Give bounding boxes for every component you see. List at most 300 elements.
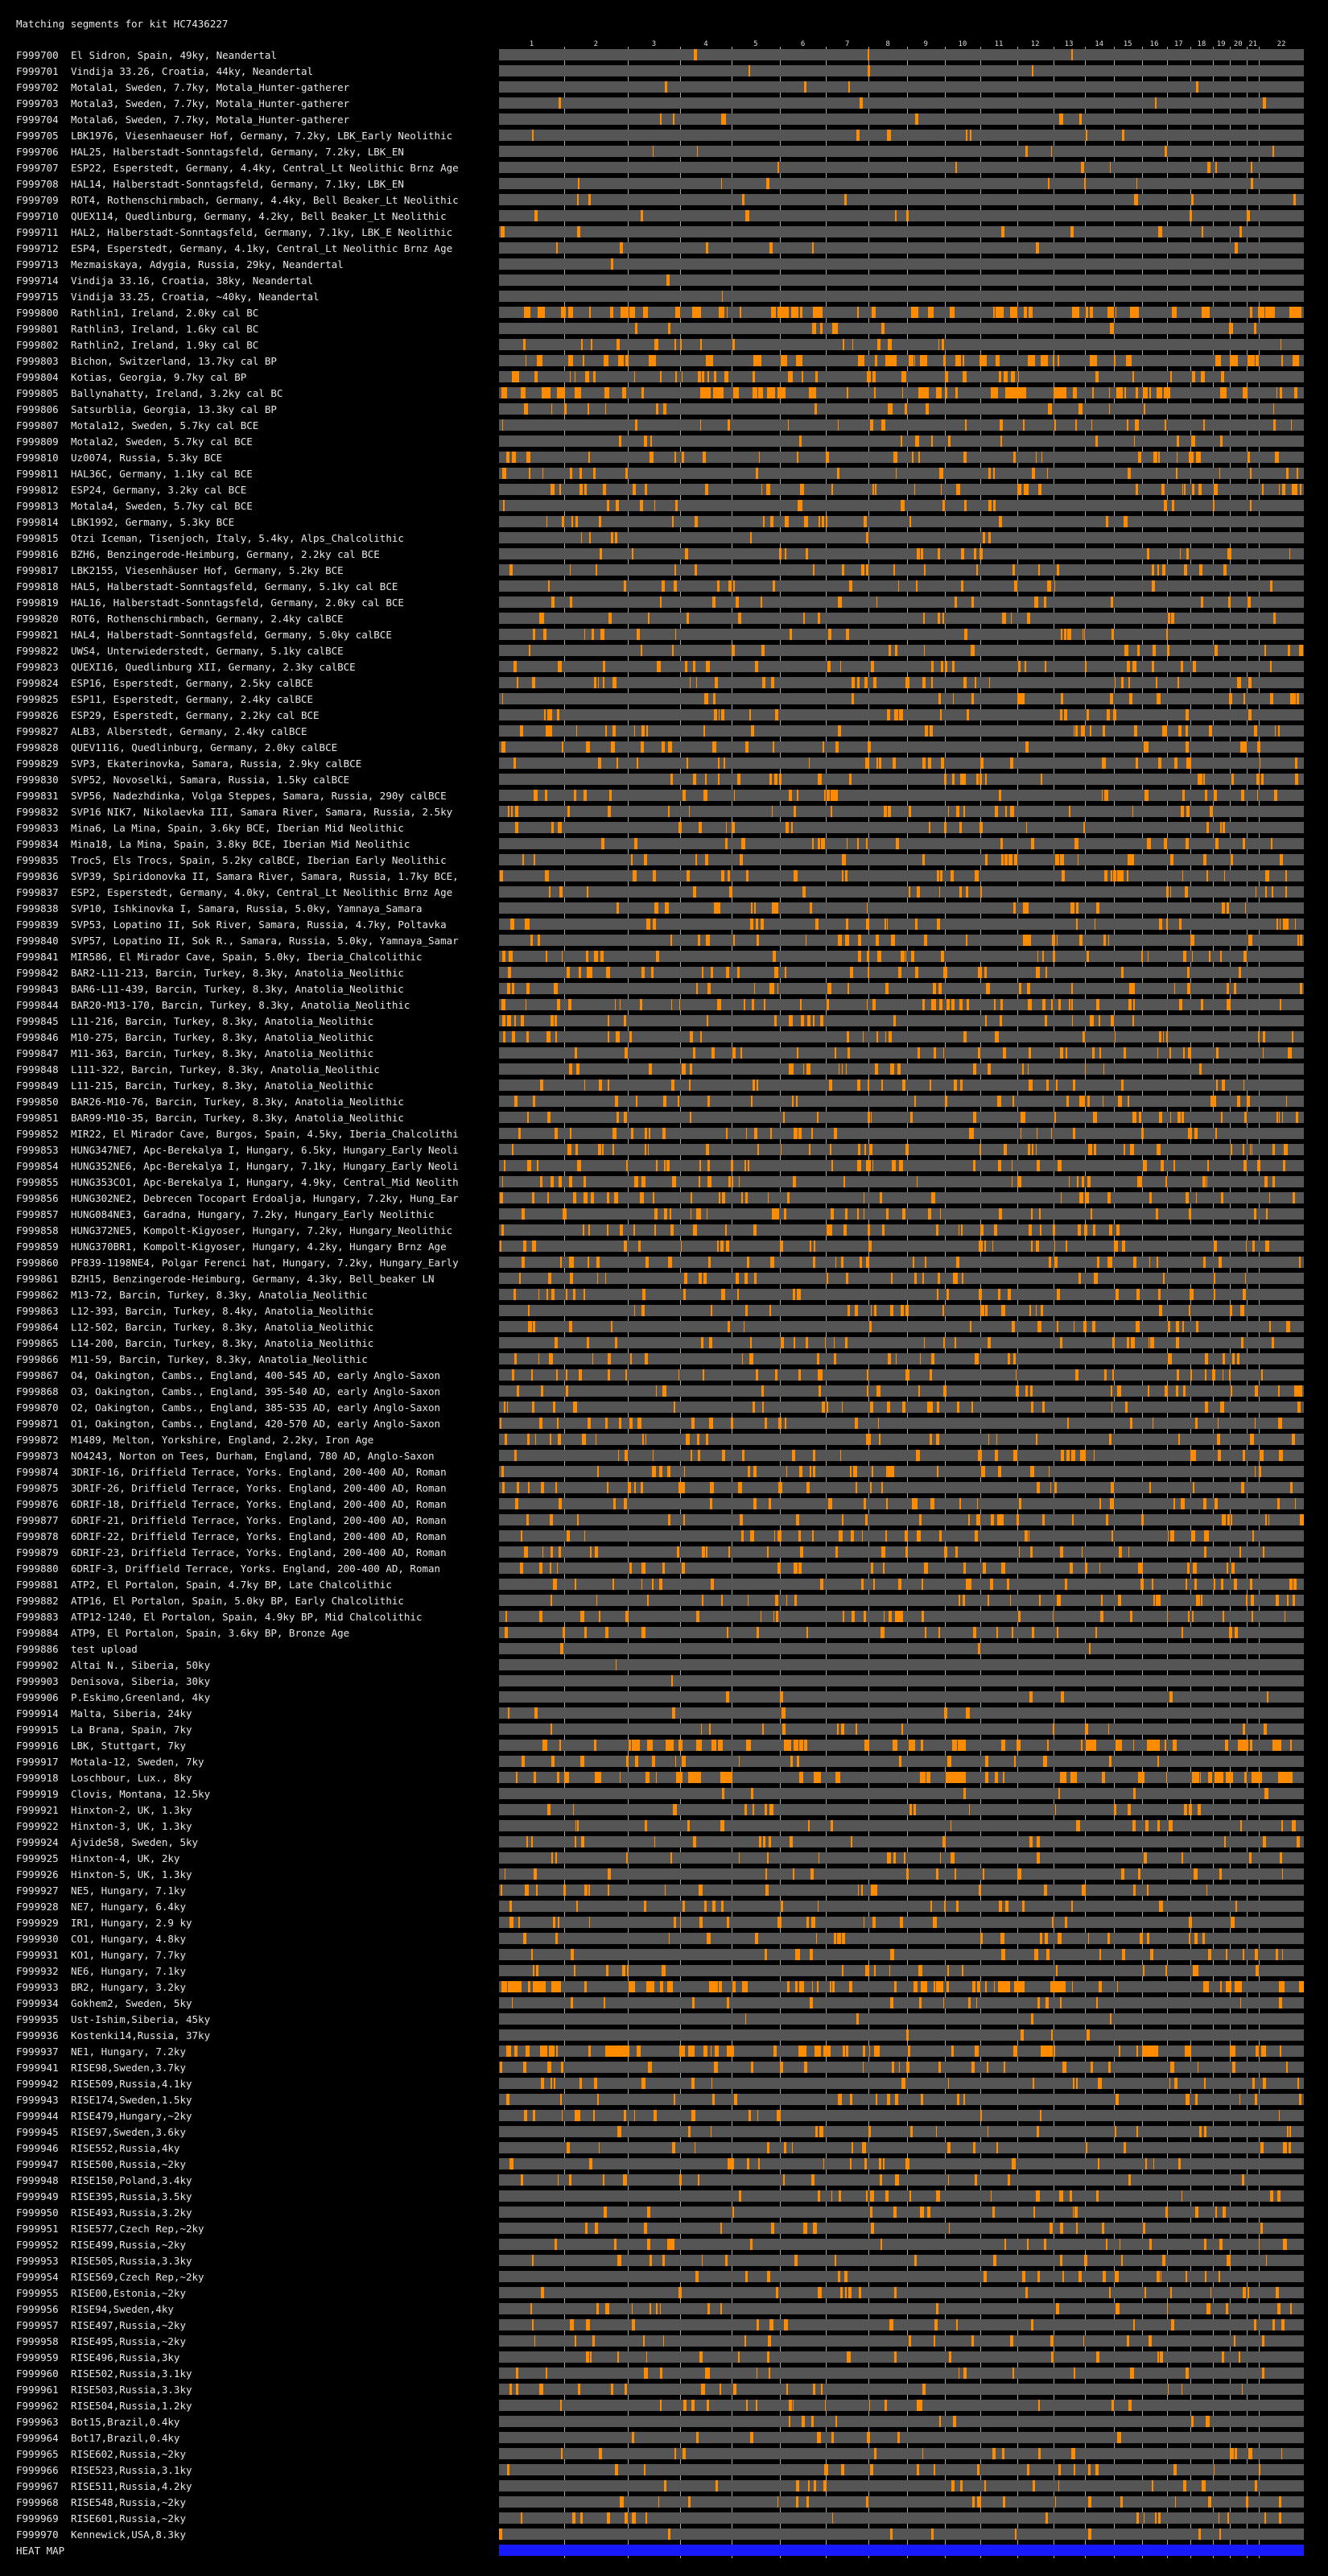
match-row[interactable] <box>0 433 1328 449</box>
matching-segment <box>1099 1498 1101 1509</box>
segment-track <box>499 194 1304 205</box>
matching-segment <box>542 1546 543 1558</box>
match-row[interactable] <box>0 852 1328 868</box>
match-row[interactable] <box>0 1898 1328 1914</box>
matching-segment <box>975 1530 978 1542</box>
matching-segment <box>943 1047 944 1059</box>
matching-segment <box>905 1530 908 1542</box>
matching-segment <box>521 1530 522 1542</box>
matching-segment <box>718 1740 723 1751</box>
match-row[interactable] <box>0 1254 1328 1270</box>
match-row[interactable] <box>0 1399 1328 1415</box>
matching-segment <box>1112 1369 1114 1381</box>
sample-label: O1, Oakington, Cambs., England, 420-570 AD, early Anglo-Saxon <box>71 1418 441 1430</box>
matching-segment <box>881 2239 882 2250</box>
kit-id: F999707 <box>16 162 59 174</box>
match-row[interactable] <box>0 2011 1328 2027</box>
matching-segment <box>739 1852 740 1864</box>
match-row[interactable] <box>0 2268 1328 2285</box>
matching-segment <box>724 758 725 769</box>
match-row[interactable] <box>0 465 1328 481</box>
match-row[interactable] <box>0 2220 1328 2236</box>
match-row[interactable] <box>0 610 1328 626</box>
match-row[interactable] <box>0 1721 1328 1737</box>
match-row[interactable] <box>0 1834 1328 1850</box>
match-row[interactable] <box>0 369 1328 385</box>
match-row[interactable] <box>0 63 1328 79</box>
match-row[interactable] <box>0 1335 1328 1351</box>
match-row[interactable] <box>0 803 1328 819</box>
match-row[interactable] <box>0 1319 1328 1335</box>
chromosome-label-10: 10 <box>958 40 967 48</box>
match-row[interactable] <box>0 1882 1328 1898</box>
matching-segment <box>512 1031 515 1042</box>
sample-label: Bichon, Switzerland, 13.7ky cal BP <box>71 355 277 367</box>
match-row[interactable] <box>0 175 1328 192</box>
match-row[interactable] <box>0 2172 1328 2188</box>
match-row[interactable] <box>0 691 1328 707</box>
matching-segment <box>955 387 957 398</box>
match-row[interactable] <box>0 111 1328 127</box>
match-row[interactable] <box>0 320 1328 336</box>
match-row[interactable] <box>0 1238 1328 1254</box>
match-row[interactable] <box>0 2381 1328 2397</box>
matching-segment <box>1268 307 1275 318</box>
matching-segment <box>1082 1546 1083 1558</box>
matching-segment <box>1245 902 1246 914</box>
kit-id: F999803 <box>16 355 59 367</box>
match-row[interactable] <box>0 1560 1328 1576</box>
matching-segment <box>762 1724 763 1735</box>
matching-segment <box>607 500 609 511</box>
match-row[interactable] <box>0 1447 1328 1463</box>
match-row[interactable] <box>0 819 1328 836</box>
match-row[interactable] <box>0 1608 1328 1624</box>
matching-segment <box>1123 870 1124 881</box>
matching-segment <box>1059 114 1062 125</box>
match-row[interactable] <box>0 353 1328 369</box>
matching-segment <box>1277 1498 1280 1509</box>
matching-segment <box>1292 1031 1293 1042</box>
match-row[interactable] <box>0 1930 1328 1946</box>
matching-segment <box>1182 790 1185 801</box>
matching-segment <box>1272 146 1274 157</box>
match-row[interactable] <box>0 1125 1328 1141</box>
match-row[interactable] <box>0 1850 1328 1866</box>
match-row[interactable] <box>0 1158 1328 1174</box>
match-row[interactable] <box>0 1013 1328 1029</box>
matching-segment <box>866 1160 868 1171</box>
match-row[interactable] <box>0 192 1328 208</box>
match-row[interactable] <box>0 1431 1328 1447</box>
match-row[interactable] <box>0 707 1328 723</box>
matching-segment <box>1017 484 1021 495</box>
match-row[interactable] <box>0 932 1328 948</box>
matching-segment <box>1276 1595 1279 1606</box>
kit-id: F999709 <box>16 194 59 206</box>
match-row[interactable] <box>0 884 1328 900</box>
match-row[interactable] <box>0 1689 1328 1705</box>
match-row[interactable] <box>0 159 1328 175</box>
segment-track <box>499 2496 1304 2508</box>
matching-segment <box>980 1933 983 1944</box>
match-row[interactable] <box>0 578 1328 594</box>
matching-segment <box>1128 677 1130 688</box>
match-row[interactable] <box>0 1544 1328 1560</box>
matching-segment <box>1223 1353 1225 1364</box>
match-row[interactable] <box>0 2204 1328 2220</box>
match-row[interactable] <box>0 1496 1328 1512</box>
matching-segment <box>1288 1047 1292 1059</box>
match-row[interactable] <box>0 1946 1328 1963</box>
matching-segment <box>499 2529 502 2540</box>
matching-segment <box>669 1933 670 1944</box>
kit-id: F999806 <box>16 403 59 415</box>
matching-segment <box>1037 1128 1038 1139</box>
match-row[interactable] <box>0 2510 1328 2526</box>
matching-segment <box>965 419 967 431</box>
match-row[interactable] <box>0 2397 1328 2413</box>
matching-segment <box>1109 2287 1111 2298</box>
match-row[interactable] <box>0 1914 1328 1930</box>
matching-segment <box>1109 1257 1112 1268</box>
matching-segment <box>669 1740 673 1751</box>
matching-segment <box>1153 2158 1154 2169</box>
match-row[interactable] <box>0 1093 1328 1109</box>
match-row[interactable] <box>0 481 1328 497</box>
matching-segment <box>637 1756 638 1767</box>
matching-segment <box>821 2384 823 2395</box>
matching-segment <box>645 1434 646 1445</box>
match-row[interactable] <box>0 755 1328 771</box>
sample-label: BAR20-M13-170, Barcin, Turkey, 8.3ky, Anatolia_Neolithic <box>71 999 410 1011</box>
match-row[interactable] <box>0 2188 1328 2204</box>
matching-segment <box>872 484 874 495</box>
matching-segment <box>615 532 617 543</box>
match-row[interactable] <box>0 272 1328 288</box>
matching-segment <box>709 1724 711 1735</box>
match-row[interactable] <box>0 2301 1328 2317</box>
matching-segment <box>781 1144 782 1155</box>
kit-id: F999963 <box>16 2416 59 2428</box>
sample-label: 6DRIF-18, Driffield Terrace, Yorks. England, 200-400 AD, Roman <box>71 1498 447 1510</box>
match-row[interactable] <box>0 1190 1328 1206</box>
matching-segment <box>1174 758 1177 769</box>
match-row[interactable] <box>0 2446 1328 2462</box>
match-row[interactable] <box>0 2462 1328 2478</box>
match-row[interactable] <box>0 385 1328 401</box>
matching-segment <box>852 693 854 704</box>
match-row[interactable] <box>0 2413 1328 2429</box>
match-row[interactable] <box>0 1673 1328 1689</box>
matching-segment <box>964 1772 966 1783</box>
matching-segment <box>1073 1450 1075 1461</box>
sample-label: Mina18, La Mina, Spain, 3.8ky BCE, Iberian Mid Neolithic <box>71 838 410 850</box>
match-row[interactable] <box>0 1415 1328 1431</box>
matching-segment <box>1252 2078 1255 2089</box>
match-row[interactable] <box>0 1705 1328 1721</box>
match-row[interactable] <box>0 2140 1328 2156</box>
matching-segment <box>541 613 544 624</box>
matching-segment <box>739 2190 741 2202</box>
match-row[interactable] <box>0 658 1328 675</box>
match-row[interactable] <box>0 2236 1328 2252</box>
matching-segment <box>622 1965 625 1976</box>
matching-segment <box>647 1740 653 1751</box>
match-row[interactable] <box>0 1753 1328 1769</box>
match-row[interactable] <box>0 642 1328 658</box>
match-row[interactable] <box>0 1367 1328 1383</box>
match-row[interactable] <box>0 1351 1328 1367</box>
matching-segment <box>827 1402 828 1413</box>
match-row[interactable] <box>0 739 1328 755</box>
matching-segment <box>1201 371 1205 382</box>
match-row[interactable] <box>0 948 1328 964</box>
match-row[interactable] <box>0 304 1328 320</box>
matching-segment <box>664 1160 665 1171</box>
matching-segment <box>1192 1611 1194 1622</box>
matching-segment <box>1222 2351 1224 2363</box>
match-row[interactable] <box>0 497 1328 514</box>
match-row[interactable] <box>0 2252 1328 2268</box>
matching-segment <box>1250 1579 1252 1590</box>
match-row[interactable] <box>0 2526 1328 2542</box>
matching-segment <box>761 645 765 656</box>
matching-segment <box>550 1514 553 1525</box>
match-row[interactable] <box>0 546 1328 562</box>
matching-segment <box>1210 806 1213 817</box>
match-row[interactable] <box>0 1270 1328 1286</box>
match-row[interactable] <box>0 2285 1328 2301</box>
kit-id: F999850 <box>16 1096 59 1108</box>
match-row[interactable] <box>0 1141 1328 1158</box>
matching-segment <box>808 1820 810 1831</box>
match-row[interactable] <box>0 562 1328 578</box>
matching-segment <box>902 1402 905 1413</box>
match-row[interactable] <box>0 2027 1328 2043</box>
matching-segment <box>812 838 814 849</box>
match-row[interactable] <box>0 336 1328 353</box>
matching-segment <box>1295 307 1301 318</box>
segment-track <box>499 693 1304 704</box>
matching-segment <box>1203 774 1205 785</box>
segment-track <box>499 2126 1304 2137</box>
match-row[interactable] <box>0 1045 1328 1061</box>
match-row[interactable] <box>0 916 1328 932</box>
match-row[interactable] <box>0 1077 1328 1093</box>
matching-segment <box>713 1901 715 1912</box>
match-row[interactable] <box>0 240 1328 256</box>
matching-segment <box>623 2174 627 2186</box>
kit-id: F999825 <box>16 693 59 705</box>
match-row[interactable] <box>0 288 1328 304</box>
match-row[interactable] <box>0 1174 1328 1190</box>
match-row[interactable] <box>0 1383 1328 1399</box>
matching-segment <box>1147 1933 1149 1944</box>
match-row[interactable] <box>0 1576 1328 1592</box>
matching-segment <box>885 355 893 366</box>
matching-segment <box>1291 419 1292 431</box>
match-row[interactable] <box>0 1109 1328 1125</box>
match-row[interactable] <box>0 997 1328 1013</box>
match-row[interactable] <box>0 530 1328 546</box>
match-row[interactable] <box>0 514 1328 530</box>
match-row[interactable] <box>0 1769 1328 1785</box>
matching-segment <box>791 822 793 833</box>
matching-segment <box>1108 1724 1109 1735</box>
match-row[interactable] <box>0 1657 1328 1673</box>
match-row[interactable] <box>0 1061 1328 1077</box>
match-row[interactable] <box>0 2333 1328 2349</box>
match-row[interactable] <box>0 1206 1328 1222</box>
matching-segment <box>1096 902 1099 914</box>
match-row[interactable] <box>0 1302 1328 1319</box>
matching-segment <box>518 1128 520 1139</box>
match-row[interactable] <box>0 1286 1328 1302</box>
match-row[interactable] <box>0 127 1328 143</box>
match-row[interactable] <box>0 964 1328 980</box>
matching-segment <box>1025 146 1028 157</box>
match-row[interactable] <box>0 1963 1328 1979</box>
match-row[interactable] <box>0 2478 1328 2494</box>
match-row[interactable] <box>0 2156 1328 2172</box>
match-row[interactable] <box>0 417 1328 433</box>
matching-segment <box>508 806 509 817</box>
matching-segment <box>1227 2512 1229 2524</box>
matching-segment <box>542 468 543 479</box>
matching-segment <box>711 1740 716 1751</box>
match-row[interactable] <box>0 675 1328 691</box>
segment-track <box>499 1611 1304 1622</box>
match-row[interactable] <box>0 723 1328 739</box>
sample-label: Motala2, Sweden, 5.7ky cal BCE <box>71 436 253 448</box>
match-row[interactable] <box>0 2124 1328 2140</box>
match-row[interactable] <box>0 626 1328 642</box>
matching-segment <box>1014 580 1017 592</box>
match-row[interactable] <box>0 224 1328 240</box>
matching-segment <box>523 2062 526 2073</box>
matching-segment <box>605 1627 608 1638</box>
match-row[interactable] <box>0 787 1328 803</box>
matching-segment <box>937 1402 939 1413</box>
match-row[interactable] <box>0 449 1328 465</box>
matching-segment <box>1152 580 1155 592</box>
matching-segment <box>1261 2046 1266 2057</box>
matching-segment <box>872 1160 874 1171</box>
match-row[interactable] <box>0 1866 1328 1882</box>
matching-segment <box>1040 2110 1041 2121</box>
matching-segment <box>678 1740 683 1751</box>
match-row[interactable] <box>0 79 1328 95</box>
matching-segment <box>617 1112 618 1123</box>
heatmap-row[interactable] <box>0 2542 1328 2558</box>
match-row[interactable] <box>0 1802 1328 1818</box>
match-row[interactable] <box>0 1463 1328 1480</box>
kit-id: F999865 <box>16 1337 59 1349</box>
match-row[interactable] <box>0 2494 1328 2510</box>
segment-track <box>499 2062 1304 2073</box>
match-row[interactable] <box>0 2429 1328 2446</box>
match-row[interactable] <box>0 868 1328 884</box>
match-row[interactable] <box>0 1737 1328 1753</box>
kit-id: F999830 <box>16 774 59 786</box>
kit-id: F999868 <box>16 1385 59 1397</box>
match-row[interactable] <box>0 980 1328 997</box>
match-row[interactable] <box>0 1029 1328 1045</box>
match-row[interactable] <box>0 256 1328 272</box>
match-row[interactable] <box>0 1222 1328 1238</box>
matching-segment <box>615 999 616 1010</box>
matching-segment <box>1031 1402 1033 1413</box>
match-row[interactable] <box>0 2365 1328 2381</box>
match-row[interactable] <box>0 1818 1328 1834</box>
match-row[interactable] <box>0 771 1328 787</box>
match-row[interactable] <box>0 2043 1328 2059</box>
segment-track <box>499 870 1304 881</box>
match-row[interactable] <box>0 1979 1328 1995</box>
match-row[interactable] <box>0 1480 1328 1496</box>
match-row[interactable] <box>0 95 1328 111</box>
match-row[interactable] <box>0 1592 1328 1608</box>
segment-track <box>499 1868 1304 1880</box>
matching-segment <box>1230 2448 1233 2459</box>
matching-segment <box>555 1981 561 1992</box>
matching-segment <box>668 2529 671 2540</box>
matching-segment <box>1208 1949 1211 1960</box>
matching-segment <box>559 1498 561 1509</box>
matching-segment <box>707 371 709 382</box>
match-row[interactable] <box>0 1624 1328 1641</box>
match-row[interactable] <box>0 2107 1328 2124</box>
match-row[interactable] <box>0 836 1328 852</box>
matching-segment <box>802 886 806 898</box>
match-row[interactable] <box>0 1528 1328 1544</box>
match-row[interactable] <box>0 143 1328 159</box>
matching-segment <box>971 2062 975 2073</box>
match-row[interactable] <box>0 208 1328 224</box>
match-row[interactable] <box>0 1785 1328 1802</box>
matching-segment <box>1292 1434 1295 1445</box>
matching-segment <box>1090 1015 1094 1026</box>
match-row[interactable] <box>0 2317 1328 2333</box>
matching-segment <box>806 1337 808 1348</box>
matching-segment <box>1227 1514 1229 1525</box>
match-row[interactable] <box>0 900 1328 916</box>
match-row[interactable] <box>0 1641 1328 1657</box>
sample-label: HAL36C, Germany, 1.1ky cal BCE <box>71 468 253 480</box>
match-row[interactable] <box>0 47 1328 63</box>
match-row[interactable] <box>0 2091 1328 2107</box>
matching-segment <box>1079 1192 1083 1203</box>
match-row[interactable] <box>0 2059 1328 2075</box>
matching-segment <box>592 1353 593 1364</box>
matching-segment <box>995 1450 999 1461</box>
match-row[interactable] <box>0 594 1328 610</box>
match-row[interactable] <box>0 2075 1328 2091</box>
match-row[interactable] <box>0 2349 1328 2365</box>
matching-segment <box>893 1015 897 1026</box>
matching-segment <box>608 613 612 624</box>
sample-label: NE5, Hungary, 7.1ky <box>71 1885 186 1897</box>
match-row[interactable] <box>0 1512 1328 1528</box>
matching-segment <box>579 468 582 479</box>
match-row[interactable] <box>0 401 1328 417</box>
matching-segment <box>644 854 647 865</box>
match-row[interactable] <box>0 1995 1328 2011</box>
segment-track <box>499 275 1304 286</box>
matching-segment <box>1050 2335 1054 2347</box>
matching-segment <box>1059 1981 1066 1992</box>
